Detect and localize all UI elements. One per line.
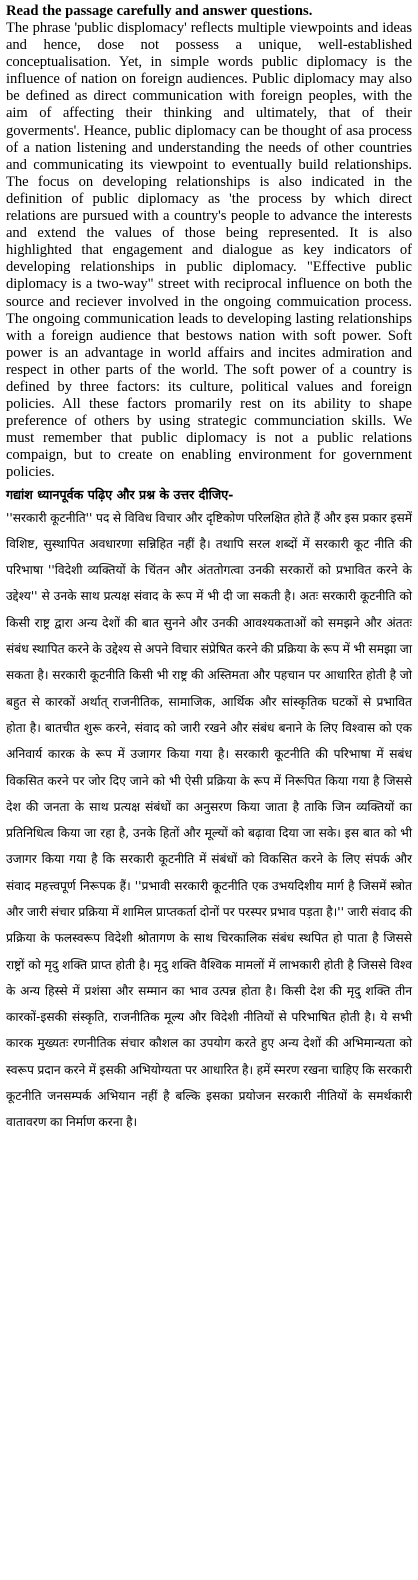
hindi-passage: ''सरकारी कूटनीति'' पद से विविध विचार और दृष्टिकोण परिलक्षित होते हैं और इस प्रकार इसमें विशिष्ट, सुस्थापित अवधारणा सन्निहित नहीं है। तथापि सरल शब्दों में सरकारी कूट नीति की परिभाषा ''विदेशी व्यक्तियों के चिंतन और अंततोगत्वा उनकी सरकारों को प्रभावित करने के उद्देश्य'' से उनके साथ प्रत्यक्ष संवाद के रूप में भी दी जा सकती है। अतः सरकारी कूटनीति को किसी राष्ट्र द्वारा अन्य देशों की बात सुनने और उनकी आवश्यकताओं को समझने और अंततः संबंध स्थापित करने के उद्देश्य से अपने विचार संप्रेषित करने की प्रक्रिया के रूप में भी समझा जा सकता है। सरकारी कूटनीति किसी भी राष्ट्र की अस्तिमता और पहचान पर आधारित होती है जो बहुत से कारकों अर्थात् राजनीतिक, सामाजिक, आर्थिक और सांस्कृतिक घटकों से प्रभावित होता है। बातचीत शुरू करने, संवाद को जारी रखने और संबंध बनाने के लिए विश्वास को एक अनिवार्य कारक के रूप में उजागर किया गया है। सरकारी कूटनीति की परिभाषा में सबंध विकसित करने पर जोर दिए जाने को भी ऐसी प्रक्रिया के रूप में निरूपित किया गया है जिससे देश की जनता के साथ प्रत्यक्ष संबंधों का अनुसरण किया जाता है ताकि जिन व्यक्तियों का प्रतिनिधित्व किया जा रहा है, उनके हितों और मूल्यों को बढ़ावा दिया जा सके। इस बात को भी उजागर किया गया है कि सरकारी कूटनीति में संबंधों को विकसित करने के लिए संपर्क और संवाद महत्त्वपूर्ण निरूपक हैं। ''प्रभावी सरकारी कूटनीति एक उभयदिशीय मार्ग है जिसमें स्त्रोत और जारी संचार प्रक्रिया में शामिल प्राप्तकर्ता दोनों पर परस्पर प्रभाव पड़ता है।'' जारी संवाद की प्रक्रिया के फलस्वरूप विदेशी श्रोतागण के साथ चिरकालिक संबंध स्थपित हो पाता है जिससे राष्ट्रों को मृदु शक्ति प्राप्त होती है। मृदु शक्ति वैश्विक मामलों में लाभकारी होती है जिससे विश्व के अन्य हिस्से में प्रशंसा और सम्मान का भाव उत्पन्न होता है। किसी देश की मृदु शक्ति तीन कारकों-इसकी संस्कृति, राजनीतिक मूल्य और विदेशी नीतियों से परिभाषित होती है। ये सभी कारक मुख्यतः रणनीतिक संचार कौशल का उपयोग करते हुए अन्य देशों की अभिमान्यता को स्वरूप प्रदान करने में इसकी अभियोग्यता पर आधारित है। हमें स्मरण रखना चाहिए कि सरकारी कूटनीति जनसम्पर्क अभियान नहीं है बल्कि इसका प्रयोजन सरकारी नीतियों के समर्थकारी वातावरण का निर्माण करना है। xyxy=(6,510,412,1130)
english-heading: Read the passage carefully and answer questions. xyxy=(6,3,313,19)
hindi-heading: गद्यांश ध्यानपूर्वक पढ़िए और प्रश्न के उत्तर दीजिए- xyxy=(6,486,234,502)
english-passage: The phrase 'public displomacy' reflects multiple viewpoints and ideas and hence, dose not possess a unique, well-established conceptualisation. Yet, in simple words public diplomacy is the influence of nation on foreign audiences. Public diplomacy may also be defined as direct communication with foreign peoples, with the aim of affecting their thinking and ultimately, that of their goverments'. Heance, public diplomacy can be thought of asa process of a nation listening and understanding the needs of other countries and communicating its viewpoint to eventually build relationships. The focus on developing relationships is also indicated in the definition of public diplomacy as 'the process by which direct relations are pursued with a country's people to advance the interests and extend the values of those being represented. It is also highlighted that engagement and dialogue as key indicators of developing relationships in public diplomacy. "Effective public diplomacy is a two-way" street with reciprocal influence on both the source and reciever involved in the ongoing commuication process. The ongoing communication leads to developing lasting relationships with a foreign audience that bestows nation with soft power. Soft power is an advantage in world affairs and incites admiration and respect in other parts of the world. The soft power of a country is defined by three factors: its culture, political values and foreign policies. All these factors promarily rest on its ability to shape preference of others by using strategic communciation skills. We must remember that public diplomacy is not a public relations compaign, but to create on enabling environment for government policies. xyxy=(6,20,412,481)
